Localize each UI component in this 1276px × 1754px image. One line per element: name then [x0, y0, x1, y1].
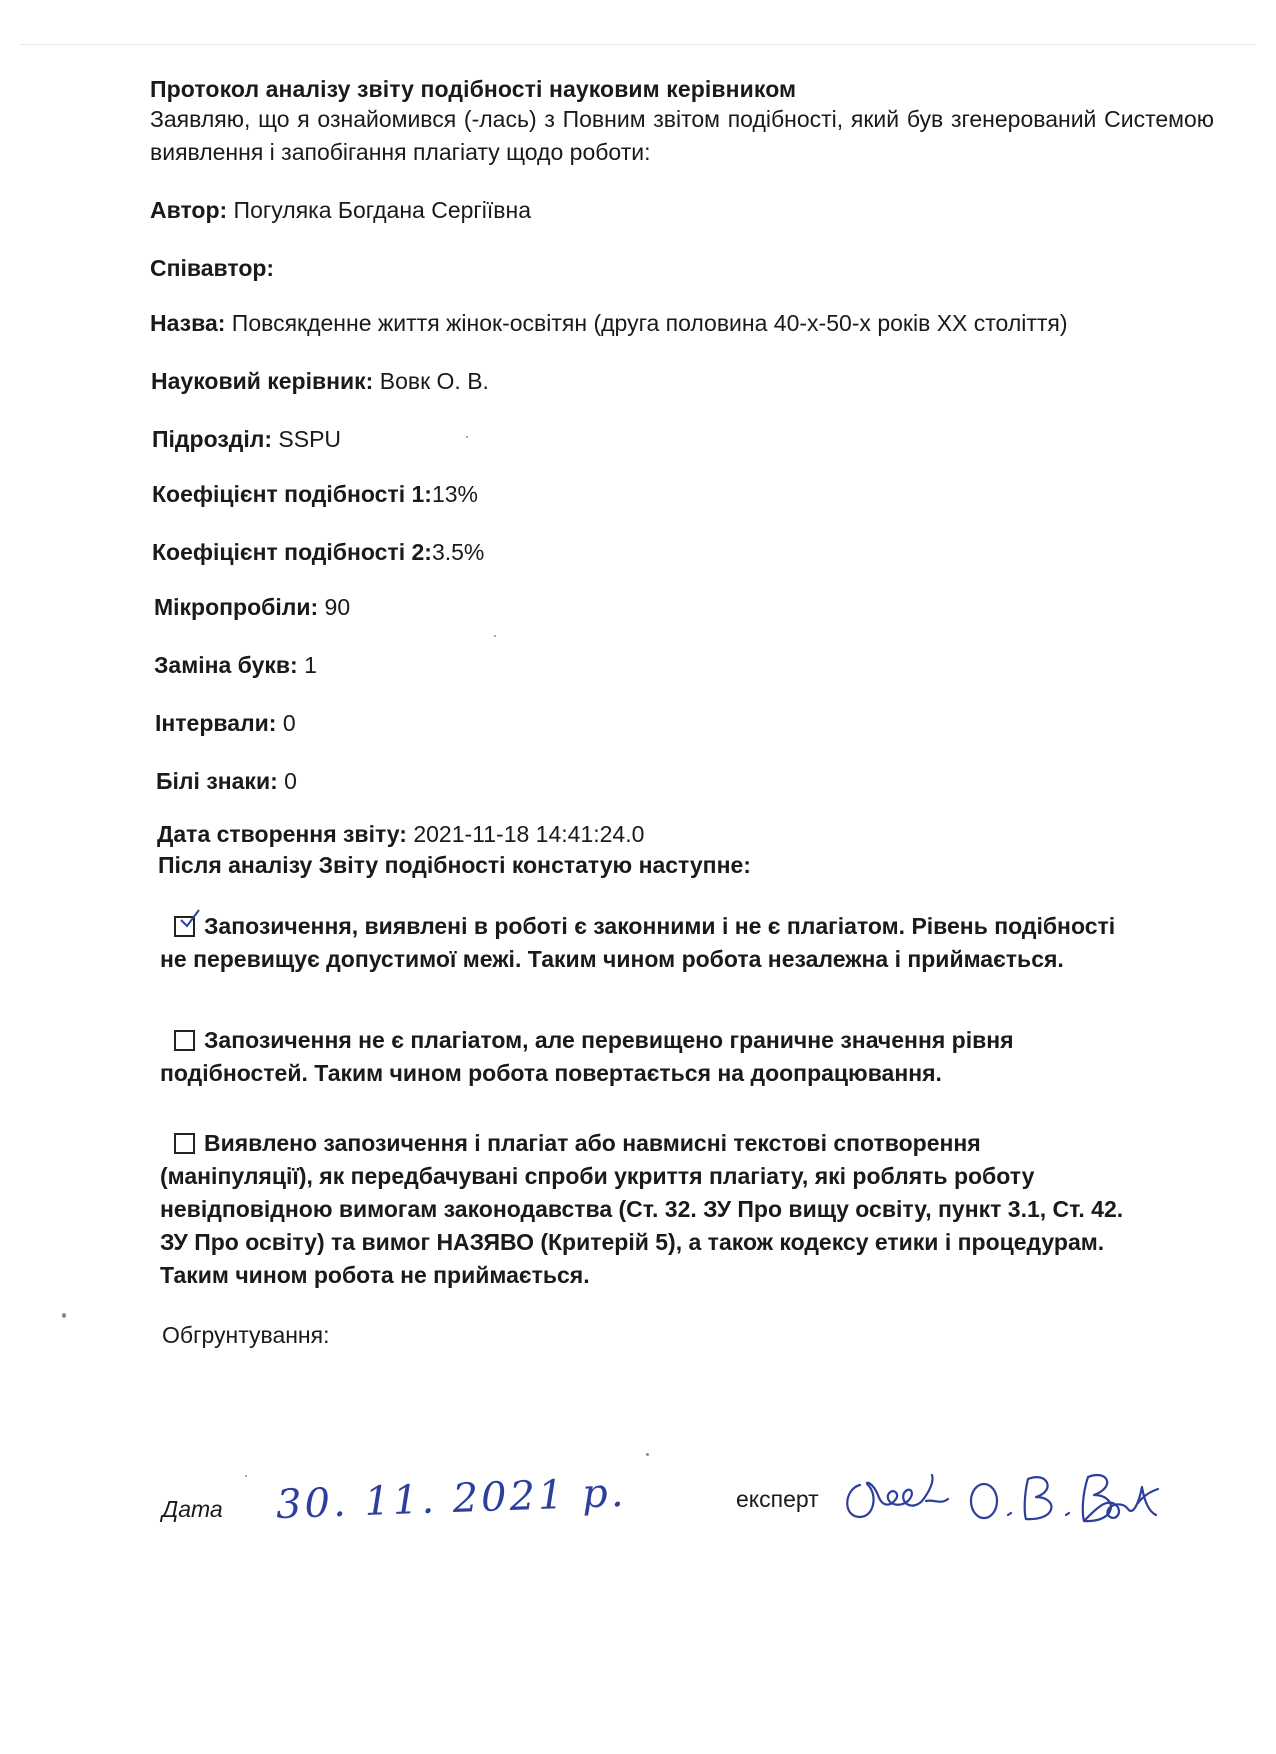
field-label: Назва:: [150, 310, 226, 336]
field-similarity-2: [152, 539, 484, 566]
field-microspaces: [154, 594, 350, 621]
field-title: [150, 310, 1068, 337]
checkmark-icon: [179, 908, 201, 930]
field-author: [150, 197, 531, 224]
field-value: Вовк О. В.: [373, 368, 489, 394]
after-analysis-heading: Після аналізу Звіту подібності констатую наступне:: [158, 852, 751, 878]
field-letter-substitution: [154, 652, 317, 679]
field-label: Науковий керівник:: [151, 368, 374, 394]
basis-label: Обгрунтування:: [162, 1322, 330, 1348]
date-label: Дата: [162, 1496, 223, 1522]
option-line: невідповідною вимогам законодавства (Ст. 32. ЗУ Про вищу освіту, пункт 3.1, Ст. 42.: [160, 1196, 1124, 1222]
field-value: 2021-11-18 14:41:24.0: [406, 821, 645, 847]
field-value: Погуляка Богдана Сергіївна: [227, 197, 532, 223]
option-revision: [160, 1024, 1220, 1090]
option-line: ЗУ Про освіту) та вимог НАЗЯВО (Критерій 5), а також кодексу етики і процедурам.: [160, 1229, 1105, 1255]
field-value: Повсякденне життя жінок-освітян (друга половина 40-х-50-х років ХХ століття): [225, 310, 1068, 336]
field-intervals: [155, 710, 296, 737]
field-white-chars: [156, 768, 297, 795]
option-text: Запозичення не є плагіатом, але перевищено граничне значення рівня: [204, 1027, 1014, 1053]
field-value: 90: [318, 594, 351, 620]
expert-signature: [838, 1455, 1168, 1535]
option-line: (маніпуляції), як передбачувані спроби укриття плагіату, які роблять роботу: [160, 1163, 1035, 1189]
field-label: Автор:: [150, 197, 228, 223]
scan-speck: [466, 436, 468, 438]
field-label: Підрозділ:: [152, 426, 273, 452]
option-line: [160, 910, 1220, 943]
option-text: Запозичення, виявлені в роботі є законними і не є плагіатом. Рівень подібності: [204, 913, 1116, 939]
field-label: Мікропробіли:: [154, 594, 319, 620]
field-label: Заміна букв:: [154, 652, 298, 678]
scan-edge-line: [20, 44, 1256, 45]
field-value: 0: [276, 710, 296, 736]
scan-speck: [245, 1475, 247, 1477]
handwritten-date: 30. 11. 2021 р.: [275, 1469, 628, 1529]
field-label: Інтервали:: [155, 710, 277, 736]
document-title: Протокол аналізу звіту подібності науковим керівником: [150, 76, 797, 102]
checkbox-unchecked[interactable]: [174, 1133, 195, 1154]
option-text: Виявлено запозичення і плагіат або навмисні текстові спотворення: [204, 1130, 981, 1156]
field-coauthor: [150, 255, 274, 282]
field-label: Білі знаки:: [156, 768, 278, 794]
field-label: Дата створення звіту:: [157, 821, 407, 847]
field-similarity-1: [152, 481, 478, 508]
field-label: Співавтор:: [150, 255, 275, 281]
field-department: [152, 426, 341, 453]
field-supervisor: [151, 368, 489, 395]
intro-paragraph: Заявляю, що я ознайомився (-лась) з Повним звітом подібності, який був згенерований Системою виявлення і запобігання плагіату щодо роботи:: [150, 106, 1214, 165]
field-value: SSPU: [272, 426, 342, 452]
field-label: Коефіцієнт подібності 2:: [152, 539, 432, 565]
option-line: подібностей. Таким чином робота повертається на доопрацювання.: [160, 1060, 942, 1086]
option-line: [160, 1024, 1220, 1057]
expert-label: експерт: [736, 1486, 819, 1512]
option-line: не перевищує допустимої межі. Таким чином робота незалежна і приймається.: [160, 946, 1064, 972]
field-label: Коефіцієнт подібності 1:: [152, 481, 432, 507]
option-line: [160, 1127, 1230, 1160]
field-value: 3.5%: [431, 539, 485, 565]
scan-speck: [62, 1313, 66, 1318]
checkbox-checked[interactable]: [174, 916, 195, 937]
option-accepted: [160, 910, 1220, 976]
field-value: 13%: [431, 481, 478, 507]
field-value: 0: [277, 768, 297, 794]
field-value: 1: [297, 652, 317, 678]
option-line: Таким чином робота не приймається.: [160, 1262, 590, 1288]
scan-speck: [646, 1453, 649, 1456]
option-rejected: [160, 1127, 1230, 1292]
field-report-date: [157, 821, 644, 848]
checkbox-unchecked[interactable]: [174, 1030, 195, 1051]
scan-speck: [494, 635, 496, 637]
